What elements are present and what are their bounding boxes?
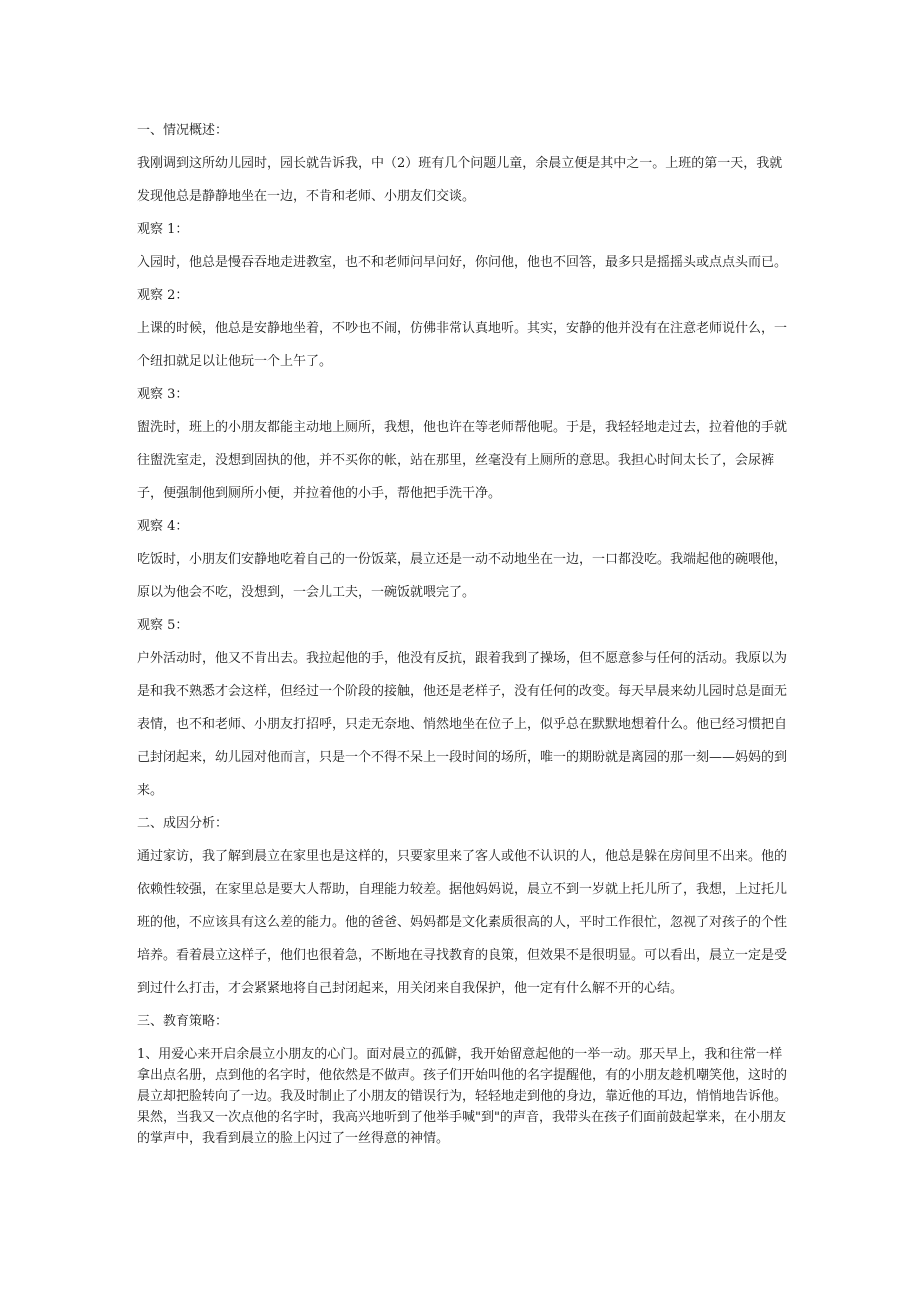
observation-5-label: 观察 5： [137, 618, 189, 633]
observation-2-text: 上课的时候，他总是安静地坐着，不吵也不闹，仿佛非常认真地听。其实，安静的他并没有在注意老师说什么，一个纽扣就足以让他玩一个上午了。 [137, 321, 788, 369]
section-heading-overview: 一、情况概述： [137, 123, 229, 138]
observation-1-text: 入园时，他总是慢吞吞地走进教室，也不和老师问早问好，你问他，他也不回答，最多只是摇摇头或点点头而已。 [137, 255, 788, 270]
section-heading-strategy: 三、教育策略： [137, 1014, 229, 1029]
observation-3-text: 盥洗时，班上的小朋友都能主动地上厕所，我想，他也许在等老师帮他呢。于是，我轻轻地走过去，拉着他的手就往盥洗室走，没想到固执的他，并不买你的帐，站在那里，丝毫没有上厕所的意思。我担心时间太长了，会尿裤子，便强制他到厕所小便，并拉着他的小手，帮他把手洗干净。 [137, 420, 788, 501]
intro-paragraph: 我刚调到这所幼儿园时，园长就告诉我，中（2）班有几个问题儿童，余晨立便是其中之一。上班的第一天，我就发现他总是静静地坐在一边，不肯和老师、小朋友们交谈。 [137, 156, 783, 204]
analysis-paragraph: 通过家访，我了解到晨立在家里也是这样的，只要家里来了客人或他不认识的人，他总是躲在房间里不出来。他的依赖性较强，在家里总是要大人帮助，自理能力较差。据他妈妈说，晨立不到一岁就上托儿所了，我想，上过托儿班的他，不应该具有这么差的能力。他的爸爸、妈妈都是文化素质很高的人，平时工作很忙，忽视了对孩子的个性培养。看着晨立这样子，他们也很着急，不断地在寻找教育的良策，但效果不是很明显。可以看出，晨立一定是受到过什么打击，才会紧紧地将自己封闭起来，用关闭来自我保护，他一定有什么解不开的心结。 [137, 849, 788, 996]
observation-4-label: 观察 4： [137, 519, 189, 534]
strategy-1-paragraph: 1、用爱心来开启余晨立小朋友的心门。面对晨立的孤僻，我开始留意起他的一举一动。那天早上，我和往常一样拿出点名册，点到他的名字时，他依然是不做声。孩子们开始叫他的名字提醒他，有的小朋友趁机嘲笑他，这时的晨立却把脸转向了一边。我及时制止了小朋友的错误行为，轻轻地走到他的身边，靠近他的耳边，悄悄地告诉他。果然，当我又一次点他的名字时，我高兴地听到了他举手喊"到"的声音，我带头在孩子们面前鼓起掌来，在小朋友的掌声中，我看到晨立的脸上闪过了一丝得意的神情。 [137, 1047, 788, 1146]
section-heading-cause-analysis: 二、成因分析： [137, 816, 229, 831]
observation-2-label: 观察 2： [137, 288, 189, 303]
observation-5-text: 户外活动时，他又不肯出去。我拉起他的手，他没有反抗，跟着我到了操场，但不愿意参与任何的活动。我原以为是和我不熟悉才会这样，但经过一个阶段的接触，他还是老样子，没有任何的改变。每天早晨来幼儿园时总是面无表情，也不和老师、小朋友打招呼，只走无奈地、悄然地坐在位子上，似乎总在默默地想着什么。他已经习惯把自己封闭起来，幼儿园对他而言，只是一个不得不呆上一段时间的场所，唯一的期盼就是离园的那一刻——妈妈的到来。 [137, 651, 788, 798]
observation-1-label: 观察 1： [137, 222, 189, 237]
observation-4-text: 吃饭时，小朋友们安静地吃着自己的一份饭菜，晨立还是一动不动地坐在一边，一口都没吃。我端起他的碗喂他，原以为他会不吃，没想到，一会儿工夫，一碗饭就喂完了。 [137, 552, 788, 600]
observation-3-label: 观察 3： [137, 387, 189, 402]
